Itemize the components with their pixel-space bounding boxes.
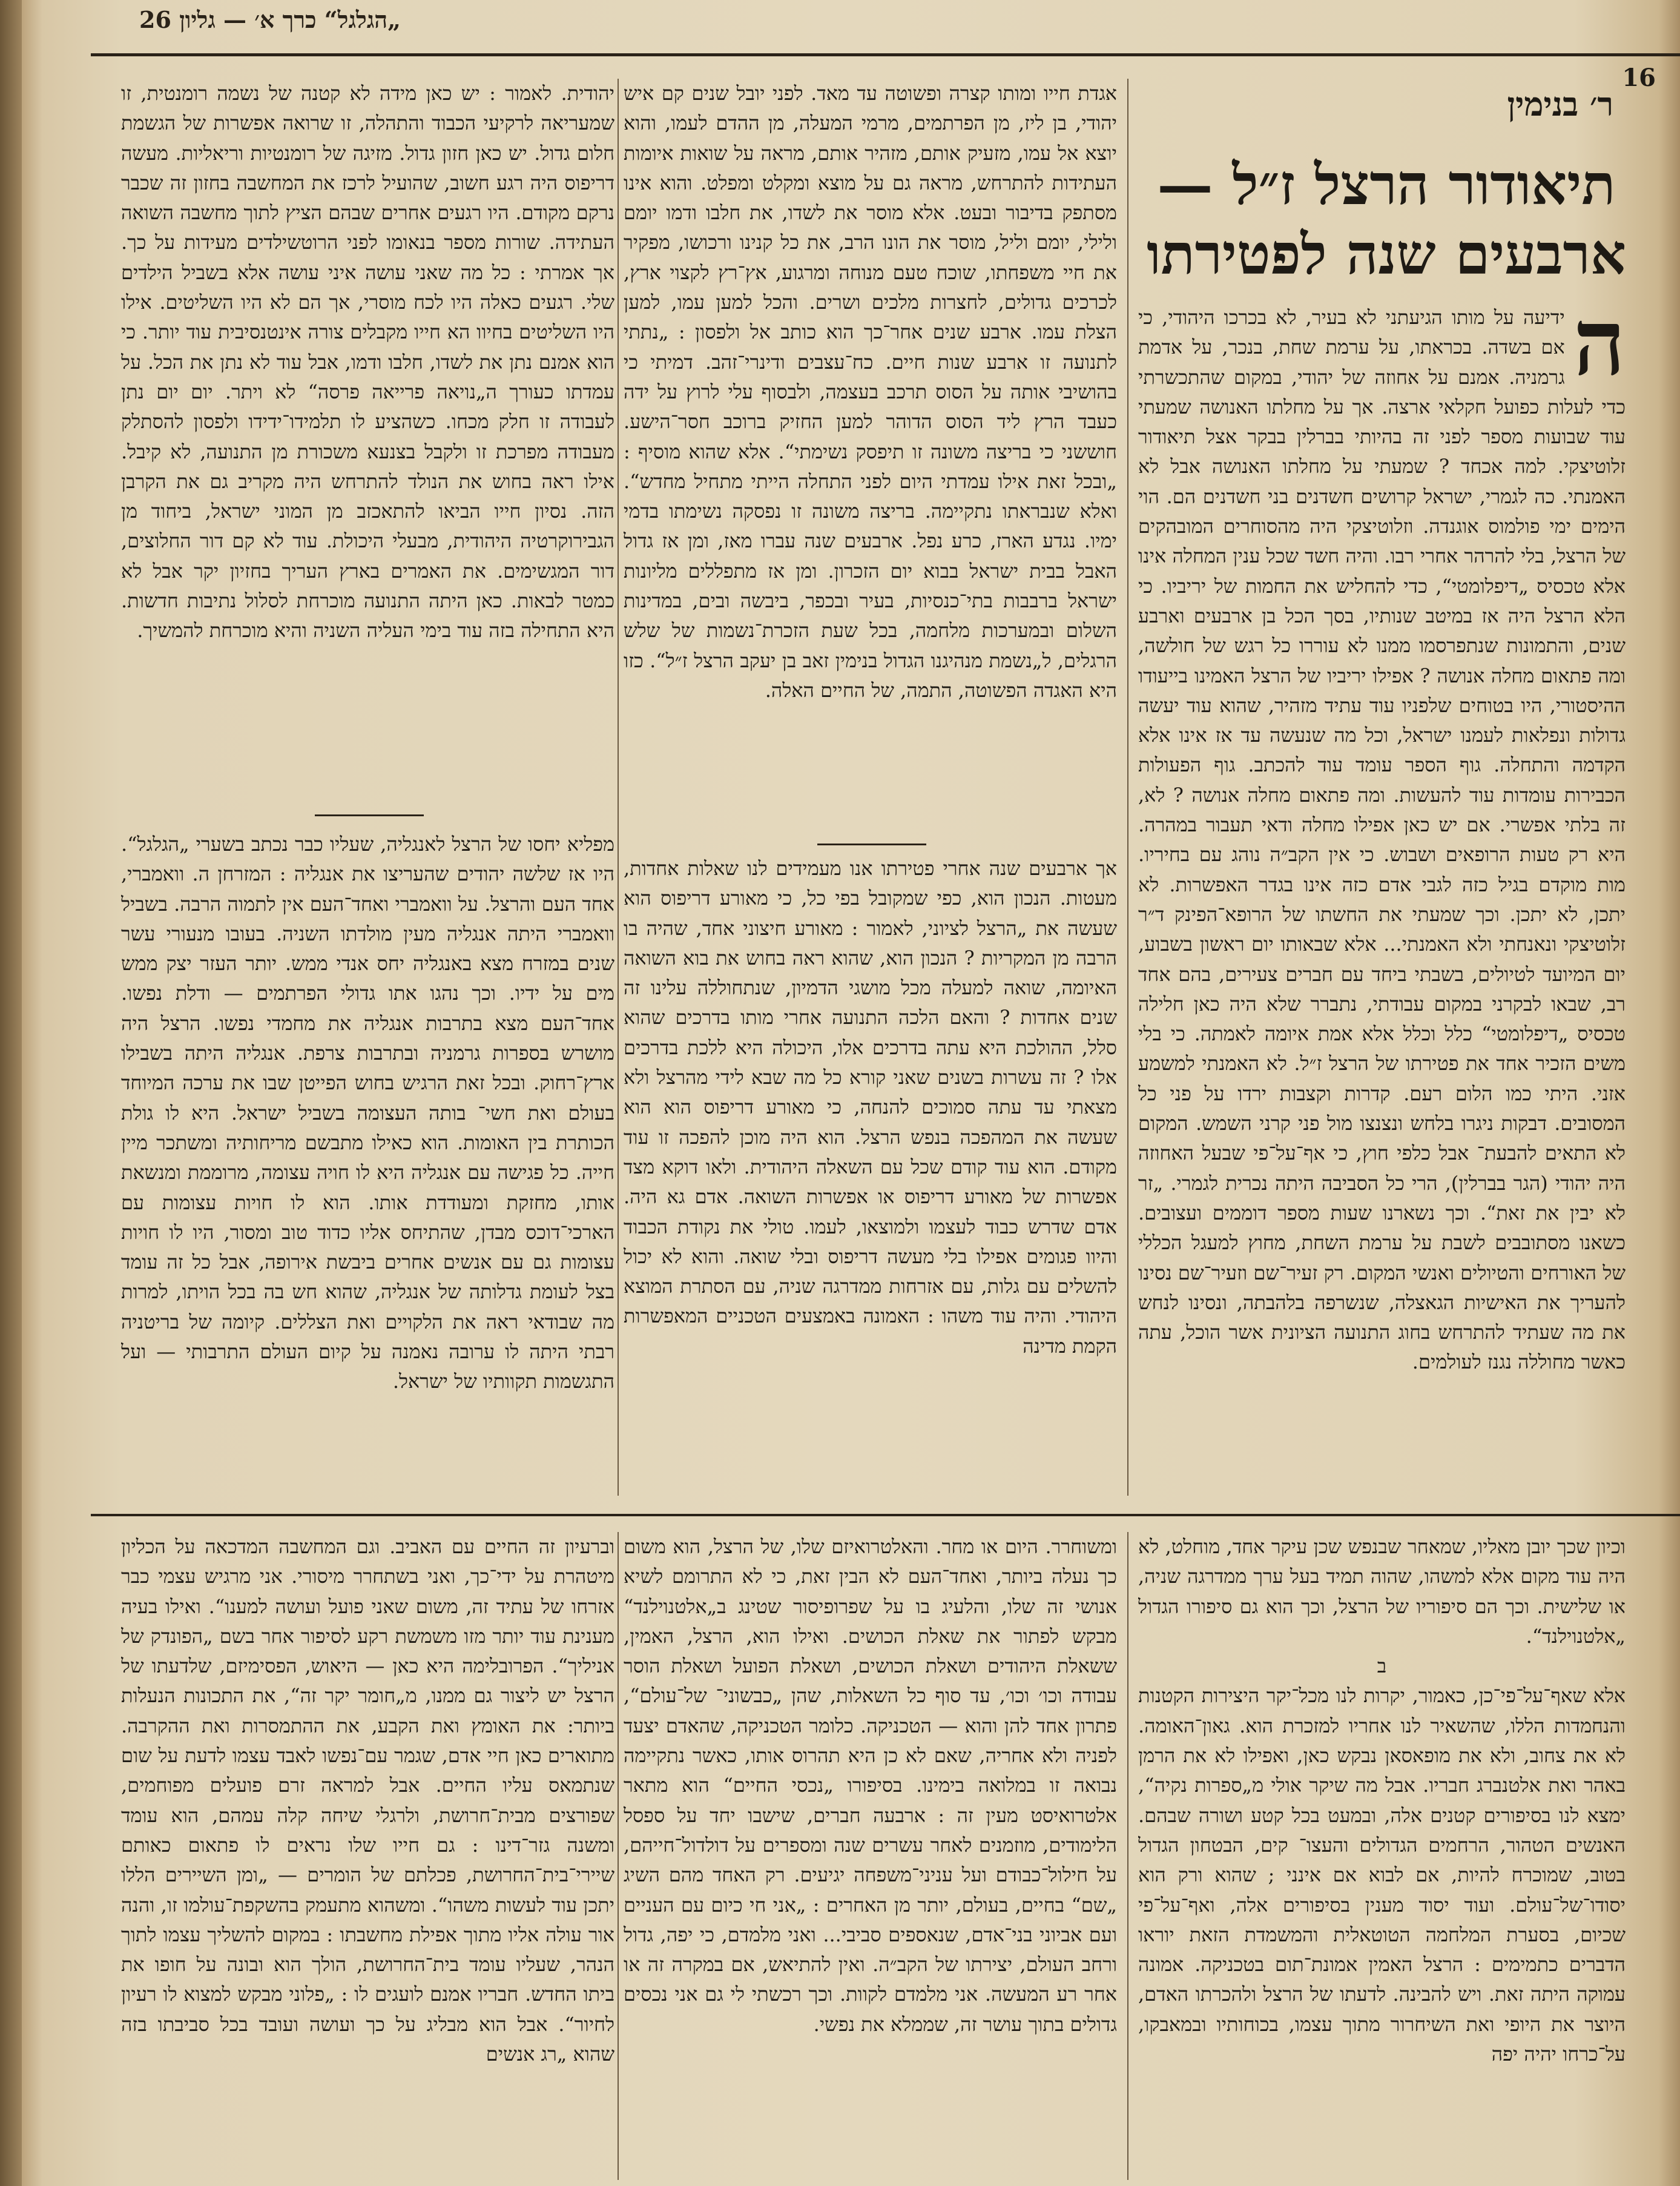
column-divider	[1127, 79, 1128, 1496]
article-paragraph: ידיעה על מותו הגיעתני לא בעיר, לא בכרכו היהודי, כי אם בשדה. בכראתו, על ערמת שחת, בנכר, על אדמת גרמניה. אמנם על אחוזה של יהודי, במקום שהתכשרתי כדי לעלות כפועל חקלאי ארצה. אך על מחלתו האנושה שמעתי עוד שבועות מספר לפני זה בהיותי בברלין בבקר אצל תיאודור זלוטיצקי. למה אכחד ? שמעתי על מחלתו האנושה אבל לא האמנתי. כה לגמרי, ישראל קרושים חשדנים בני חשדנים הם. הוי הימים ימי פולמוס אוגנדה. וזלוטיצקי היה מהסוחרים המובהקים של הרצל, בלי להרהר אחרי רבו. והיה חשד שכל ענין המחלה אינו אלא טכסיס „דיפלומטי“, כדי להחליש את החמות של יריביו. כי הלא הרצל היה אז במיטב שנותיו, בסך הכל בן ארבעים וארבע שנים, והתמונות שנתפרסמו ממנו לא עוררו כל רגש של חולשה, ומה פתאום מחלה אנושה ? אפילו יריביו של הרצל האמינו בייעודו ההיסטורי, היו בטוחים שלפניו עוד עתיד מזהיר, שהוא עוד יעשה גדולות ונפלאות לעמנו ישראל, וכל מה שנעשה עד אז אינו אלא הקדמה והתחלה. גוף הספר עומד עוד להכתב. גוף הפעולות הכבירות עומדות עוד להעשות. ומה פתאום מחלה אנושה ? לא, זה בלתי אפשרי. אם יש כאן אפילו מחלה ודאי תעבור במהרה. היא רק טעות הרופאים ושבוש. כי אין הקב״ה נוהג עם בחיריו. מות מוקדם בגיל כזה לגבי אדם כזה אינו בגדר האפשרות. לא יתכן, לא יתכן. וכך שמעתי את החשתו של הרופא־הפינק ד״ר זלוטיצקי ונאנחתי ולא האמנתי... אלא שבאותו יום ראשון בשבוע, יום המיועד לטיולים, בשבתי ביחד עם חברים צעירים, בהם אחד רב, שבאו לבקרני במקום עבודתי, נתברר שלא היה כאן חלילה טכסיס „דיפלומטי“ כלל וכלל אלא אמת איומה לאמתה. כי בלי משים הזכיר אחד את פטירתו של הרצל ז״ל. לא האמנתי למשמע אזני. היתי כמו הלום רעם. קדרות וקצבות ירדו על פני כל המסובים. דבקות ניגרו בלחש ונצנצו מול פני קרני השמש. המקום לא התאים להבעת־ אבל כלפי חוץ, כי אף־על־פי שבעל האחוזה היה יהודי (הגר בברלין), הרי כל הסביבה היתה נכרית לגמרי. „זר לא יבין את זאת“. וכך נשארנו שעות מספר דוממים ועצובים. כשאנו מסתובבים לשבת על ערמת השחת, מחוץ למעגל הכללי של האורחים והטיולים ואנשי המקום. רק זעיר־שם וזעיר־שם נסינו להעריך את האישיות הגאצלה, שנשרפה בלהבתה, ונסינו לנחש את מה שעתיד להתרחש בחוג התנועה הציונית אשר הוכל, עתה כאשר מחוללה נגנז לעולמים.	[1138, 306, 1626, 1374]
article-author: ר׳ בנימין	[1507, 85, 1613, 124]
article-paragraph: מפליא יחסו של הרצל לאנגליה, שעליו כבר נכתב בשערי „הגלגל“. היו אז שלשה יהודים שהעריצו את אנגליה : המזרחן ה. וואמברי, אחד העם והרצל. על וואמברי ואחד־העם אין לתמוה הרבה. בשביל וואמברי היתה אנגליה מעין מולדתו השניה. בעובו מנעורי עשר שנים במזרח מצא באנגליה יחס אנדי ממש. יותר העזר יצק ממש מים על ידיו. וכך נהגו אתו גדולי הפרתמים — ודלת נפשו. אחד־העם מצא בתרבות אנגליה את מחמדי נפשו. הרצל היה מושרש בספרות גרמניה ובתרבות צרפת. אנגליה היתה בשבילו ארץ־רחוק. ובכל זאת הרגיש בחוש הפייטן שבו את ערכה המיוחד בעולם ואת חשי־ בותה העצומה בשביל ישראל. היא לו גולת הכותרת בין האומות. הוא כאילו מתבשם מריחותיה ומשתכר מיין חייה. כל פגישה עם אנגליה היא לו חויה עצומה, מרוממת ומנשאת אותו, מחזקת ומעודדת אותו. הוא לו חויות עצומות עם הארכי־דוכס מבדן, שהתיחס אליו כדוד טוב ומסור, היו לו חויות עצומות גם עם אנשים אחרים ביבשת אירופה, אבל כל זה עומד בצל לעומת גדלותה של אנגליה, שהוא חש בה בכל הויתו, למרות מה שבודאי ראה את הלקויים ואת הצללים. קיומה של בריטניה רבתי היתה לו ערובה נאמנה על קיום העולם התרבותי — ועל התגשמות תקוותיו של ישראל.	[121, 833, 614, 1393]
section-rule	[315, 814, 424, 816]
section-mark: ב	[1377, 1654, 1387, 1678]
article-paragraph: אלא שאף־על־פי־כן, כאמור, יקרות לנו מכל־יקר היצירות הקטנות והנחמדות הללו, שהשאיר לנו אחריו למזכרת הוא. גאון־האומה. לא את צחוב, ולא את מופאסאן נבקש כאן, ואפילו לא את הרמן באהר ואת אלטנברג חבריו. אבל מה שיקר אולי מ„ספרות נקיה“, ימצא לנו בסיפורים קטנים אלה, ובמעט בכל קטע ושורה שבהם. האנשים הטהור, הרחמים הגדולים והעצו־ קים, הבטחון הגדול בטוב, שמוכרח להיות, אם לבוא אם אינני ; שהוא ורק הוא יסודו־של־עולם. ועוד יסוד מענין בסיפורים אלה, ואף־על־פי שכיום, בסערת המלחמה הטוטאלית והמשמדת הזאת יוראו הדברים כתמימים : הרצל האמין אמונת־תום בטכניקה. אמונה עמוקה היתה זאת. ויש להבינה. לדעתו של הרצל ולהכרתו האדם, היוצר את היופי ואת השיחרור מתוך עצמו, בכוחותיו ובמאבקו, על־כרחו יהיה יפה	[1138, 1684, 1626, 2066]
page-number: 16	[1622, 64, 1656, 92]
article-paragraph: אגדת חייו ומותו קצרה ופשוטה עד מאד. לפני יובל שנים קם איש יהודי, בן ליז, מן הפרתמים, מרמי המעלה, מן ההדם לעמו, והוא יוצא אל עמו, מזעיק אותם, מזהיר אותם, מראה על שואות איומות העתידות להתרחש, מראה גם על מוצא ומקלט ומפלט. והוא אינו מסתפק בדיבור ובעט. אלא מוסר את לשדו, את חלבו ודמו יומם ולילי, יומם וליל, מוסר את הונו הרב, את כל קנינו ורכושו, מפקיר את חיי משפחתו, שוכח טעם מנוחה ומרגוע, אץ־רץ לקצוי ארץ, לכרכים גדולים, לחצרות מלכים ושרים. והכל למען עמו, למען הצלת עמו. ארבע שנים אחר־כך הוא כותב אל ולפסון : „נתתי לתנועה זו ארבע שנות חיים. כח־עצבים ודינרי־זהב. דמיתי כי בהושיבי אותה על הסוס תרכב בעצמה, ולבסוף עלי לרוץ על ידה כעבד הרץ ליד הסוס הדוהר למען החזיק ברוכב חסר־הישע. חוששני כי בריצה משונה זו תיפסק נשימתי“. אלא שהוא מוסיף : „ובכל זאת אילו עמדתי היום לפני התחלה הייתי מתחיל מחדש“. ואלא שנבראתו נתקיימה. בריצה משונה זו נפסקה נשימתו בדמי ימיו. נגדע הארז, כרע נפל. ארבעים שנה עברו מאז, ומן אז גדול האבל בבית ישראל בבוא יום הזכרון. ומן אז מתפללים מליונות ישראל ברבבות בתי־כנסיות, בעיר ובכפר, ביבשה ובים, במדינות השלום ובמערכות מלחמה, בכל שעת הזכרת־נשמות של שלש הרגלים, ל„נשמת מנהיגנו הגדול בנימין זאב בן יעקב הרצל ז״ל“. כזו היא האגדה הפשוטה, התמה, של החיים האלה.	[624, 82, 1117, 702]
page-spine-shadow	[0, 0, 22, 2186]
page-separator-rule	[91, 1514, 1680, 1516]
lower-column-left	[121, 1532, 614, 2180]
column-divider	[618, 79, 619, 1496]
article-column-right	[1138, 303, 1626, 1496]
column-divider	[618, 1532, 619, 2180]
lower-column-right	[1138, 1532, 1626, 2180]
article-paragraph: וכיון שכך יובן מאליו, שמאחר שבנפש שכן עיקר אחד, מוחלט, לא היה עוד מקום אלא למשהו, שהוה תמיד בעל ערך ממדרגה שניה, או שלישית. וכך הם סיפוריו של הרצל, וכך הוא גם סיפורו הגדול „אלטנוילנד“.	[1138, 1535, 1626, 1648]
article-paragraph: אך ארבעים שנה אחרי פטירתו אנו מעמידים לנו שאלות אחדות, מעטות. הנכון הוא, כפי שמקובל בפי כל, כי מאורע דריפוס הוא שעשה את „הרצל לציוני, לאמור : מאורע חיצוני אחד, שהיה בו הרבה מן המקריות ? הנכון הוא, שהוא ראה בחוש את בוא השואה האיומה, שואה למעלה מכל מושגי הדמיון, שנתחוללה עלינו זה שנים אחדות ? והאם הלכה התנועה אחרי מותו בדרכים שהוא סלל, ההולכת היא עתה בדרכים אלו, היכולה היא ללכת בדרכים אלו ? זה עשרות בשנים שאני קורא כל מה שבא לידי מהרצל ולא מצאתי עד עתה סמוכים להנחה, כי מאורע דריפוס הוא הוא שעשה את המהפכה בנפש הרצל. הוא היה מוכן להפכה זו עוד מקודם. הוא עוד קודם שכל עם השאלה היהודית. ולאו דוקא מצד אפשרות של מאורע דריפוס או אפשרות השואה. אדם גא היה. אדם שדרש כבוד לעצמו ולמוצאו, לעמו. טולי את נקודת הכבוד והיוו פגומים אפילו בלי מעשה דריפוס ובלי שואה. והוא לא יכול להשלים עם גלות, עם אזרחות ממדרגה שניה, עם הסתרת המוצא היהודי. והיה עוד משהו : האמונה באמצעים הטכניים המאפשרות הקמת מדינה	[624, 857, 1117, 1358]
lower-column-middle	[624, 1532, 1117, 2180]
section-rule	[817, 844, 926, 845]
article-title: תיאודור הרצל ז״ל —	[1157, 152, 1616, 217]
article-paragraph: יהודית. לאמור : יש כאן מידה לא קטנה של נשמה רומנטית, זו שמעריאה לרקיעי הכבוד והתהלה, זו שרואה אפשרות של הגשמת חלום גדול. יש כאן חזון גדול. מזיגה של רומנטיות וריאליות. מעשה דריפוס היה רגע חשוב, שהועיל לרכז את המחשבה בחזון זה שכבר נרקם מקודם. היו רגעים אחרים שבהם הציץ לתוך מחשבה השואה העתידה. שורות מספר בנאומו לפני הרוטשילדים מעידות על כך. אך אמרתי : כל מה שאני עושה איני עושה אלא בשביל הילדים שלי. רגעים כאלה היו לכח מוסרי, אך הם לא היו השליטים. אילו היו השליטים בחיוו הא חייו מקבלים צורה אינטנסיבית עוד יותר. כי הוא אמנם נתן את לשדו, חלבו ודמו, אבל עוד לא נתן את הכל. על עמדתו כעורך ה„נויאה פרייאה פרסה“ לא ויתר. יום יום נתן לעבודה זו חלק מכחו. כשהציע לו תלמידו־ידידו ולפסון להסתלק מעבודה מפרכת זו ולקבל בצנעא משכורת מן התנועה, לא קיבל. אילו ראה בחוש את הנולד להתרחש היה מקריב גם את הקרבן הזה. נסיון חייו הביאו להתאכזב מן המוני ישראל, ביחוד מן הגבירוקרטיה היהודית, מבעלי היכולת. עוד לא קם דור החלוצים, דור המגשימים. את האמרים בארץ העריך בחזיון יקר אבל לא כמטר לבאות. כאן היתה התנועה מוכרחת לסלול נתיבות חדשות. היא התחילה בזה עוד בימי העליה השניה והיא מוכרחת להמשיך.	[121, 82, 614, 642]
column-divider	[1127, 1532, 1128, 2180]
header-rule	[91, 53, 1680, 56]
running-head: „הגלגל“ כרך א׳ — גליון 26	[139, 6, 401, 33]
article-paragraph: וברעיון זה החיים עם האביב. וגם המחשבה המדכאה על הכליון מיטהרת על ידי־כך, ואני בשתחרר מיסורי. אני מרגיש עצמי כבר אזרחו של עתיד זה, משום שאני פועל ועושה למענו“. ואילו בעיה מענינת עוד יותר מזו משמשת רקע לסיפור אחר בשם „הפונדק של אניליך“. הפרובלימה היא כאן — היאוש, הפסימיזם, שלדעתו של הרצל יש ליצור גם ממנו, מ„חומר יקר זה“, את התכונות הנעלות ביותר: את האומץ ואת הקבע, את ההתמסרות ואת ההקרבה. מתוארים כאן חיי אדם, שגמר עם־נפשו לאבד עצמו לדעת על שום שנתמאס עליו החיים. אבל למראה זרם פועלים מפוחמים, שפורצים מבית־חרושת, ולרגלי שיחה קלה עמהם, הוא עומד ומשנה גזר־דינו : גם חייו שלו נראים לו פתאום כאותם שיירי־בית־החרושת, פכלתם של הומרים — „ומן השיירים הללו יתכן עוד לעשות משהו“. ומשהוא מתעמק בהשקפת־עולמו זו, והנה אור עולה אליו מתוך אפילת מחשבתו : במקום להשליך עצמו לתוך הנהר, שעליו עומד בית־החרושת, הולך הוא ובונה על חופו את ביתו החדש. חבריו אמנם לועגים לו : „פלוני מבקש למצוא לו רעיון לחיור“. אבל הוא מבליג על כך ועושה ועובד בכל סביבתו בזה שהוא „רג אנשים	[121, 1535, 614, 2066]
drop-cap: ה	[1573, 303, 1626, 396]
article-column-middle	[624, 79, 1117, 1496]
article-column-left	[121, 79, 614, 1496]
article-subtitle: ארבעים שנה לפטירתו	[1147, 222, 1626, 287]
article-paragraph: ומשוחרר. היום או מחר. והאלטרואיזם שלו, של הרצל, הוא משום כך נעלה ביותר, ואחד־העם לא הבין זאת, כי לא התרומם לשיא אנושי זה שלו, והלעיג בו על שפרופיסור שטינג ב„אלטנוילנד“ מבקש לפתור את שאלת הכושים. ואילו הוא, הרצל, האמין, ששאלת היהודים ושאלת הכושים, ושאלת הפועל ושאלת הוסר עבודה וכו׳ וכו׳, עד סוף כל השאלות, שהן „כבשוני־ של־עולם“, פתרון אחד להן והוא — הטכניקה. כלומר הטכניקה, שהאדם יצעד לפניה ולא אחריה, שאם לא כן היא תהרוס אותו, כאשר נתקיימה נבואה זו במלואה בימינו. בסיפורו „נכסי החיים“ הוא מתאר אלטרואיסט מעין זה : ארבעה חברים, שישבו יחד על ספסל הלימודים, מוזמנים לאחר עשרים שנה ומספרים על דולדול־חייהם, על חילול־כבודם ועל עניני־משפחה יגיעים. רק האחד מהם השיג „שם“ בחיים, בעולם, יותר מן האחרים : „אני חי כיום עם העניים ועם אביוני בני־אדם, שנאספים סביבי... ואני מלמדם, כי יפה, גדול ורחב העולם, יצירתו של הקב״ה. ואין להתיאש, אם במקרה זה או אחר רע המעשה. אני מלמדם לקוות. וכך רכשתי לי גם אני נכסים גדולים בתוך עושר זה, שממלא את נפשי.	[624, 1535, 1117, 2036]
